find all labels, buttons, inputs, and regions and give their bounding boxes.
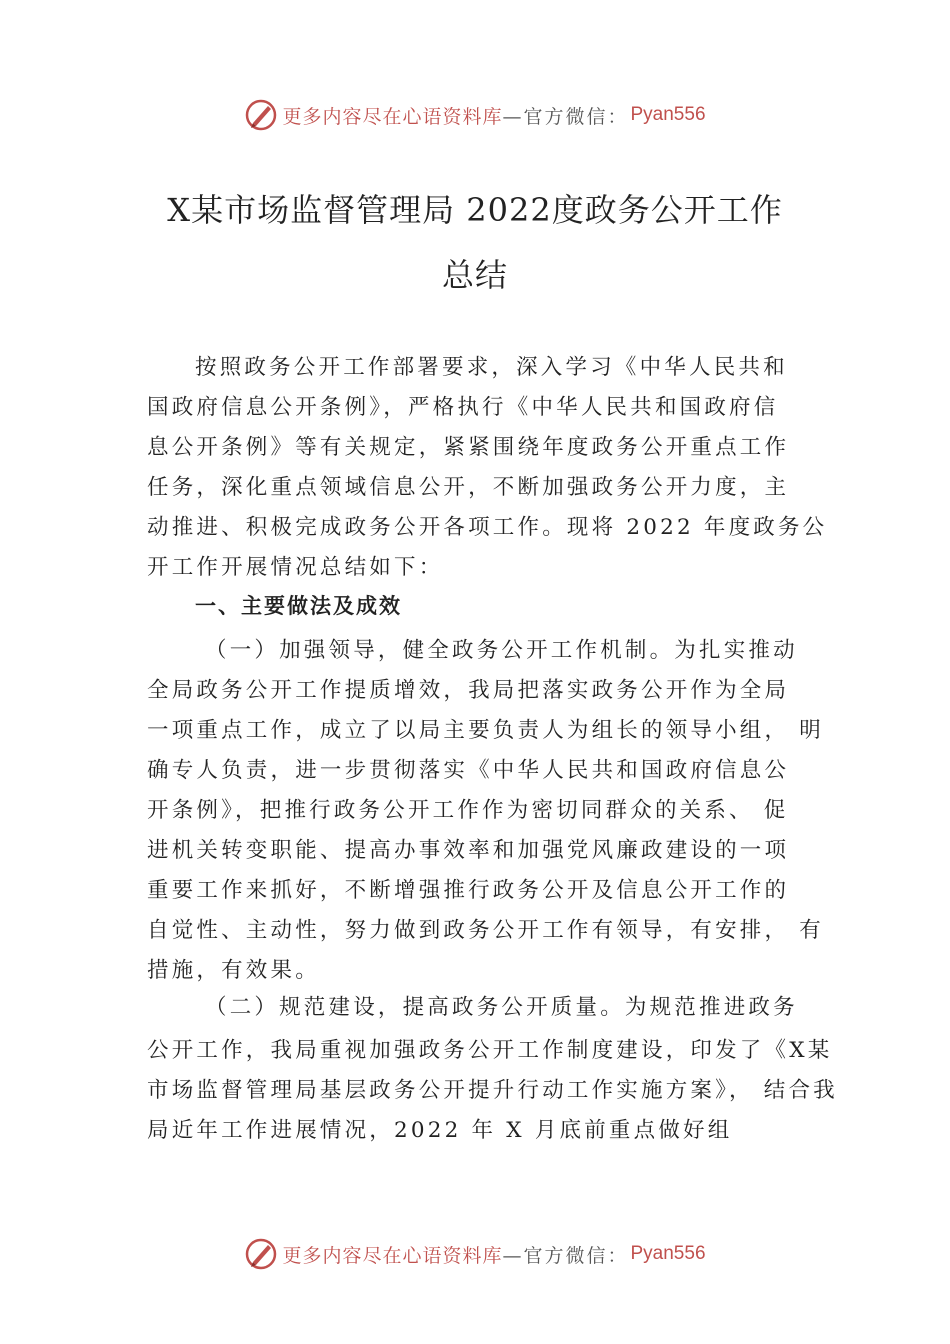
para1-line: 一项重点工作，成立了以局主要负责人为组长的领导小组， 明	[147, 718, 824, 743]
banner-wechat-label: —官方微信：	[502, 1244, 629, 1267]
intro-line: 动推进、积极完成政务公开各项工作。现将 2022 年度政务公	[147, 515, 828, 540]
para2-line: 市场监督管理局基层政务公开提升行动工作实施方案》， 结合我	[147, 1078, 838, 1103]
intro-line: 按照政务公开工作部署要求，深入学习《中华人民共和	[195, 355, 788, 380]
banner-wechat-id: Pyan556	[630, 104, 706, 125]
header-banner	[0, 95, 950, 135]
para1-line: 全局政务公开工作提质增效，我局把落实政务公开作为全局	[147, 678, 790, 703]
para1-line: 进机关转变职能、提高办事效率和加强党风廉政建设的一项	[147, 838, 790, 863]
para2-line: 局近年工作进展情况，2022 年 X 月底前重点做好组	[147, 1118, 733, 1143]
pen-logo-icon	[244, 1237, 278, 1271]
document-title-line2: 总结	[441, 256, 508, 294]
section-heading: 一、主要做法及成效	[195, 594, 402, 618]
intro-line: 息公开条例》等有关规定，紧紧围绕年度政务公开重点工作	[147, 435, 790, 460]
para1-line: 重要工作来抓好，不断增强推行政务公开及信息公开工作的	[147, 878, 790, 903]
para1-line: （一）加强领导，健全政务公开工作机制。为扎实推动	[205, 638, 798, 663]
banner-wechat-label: —官方微信：	[502, 105, 629, 128]
para2-line: （二）规范建设，提高政务公开质量。为规范推进政务	[205, 995, 798, 1020]
document-title: X某市场监督管理局 2022度政务公开工作	[167, 191, 783, 229]
para2-line: 公开工作，我局重视加强政务公开工作制度建设，印发了《X某	[147, 1038, 833, 1063]
para1-line: 措施，有效果。	[147, 958, 320, 983]
pen-logo-icon	[244, 98, 278, 132]
para1-line: 确专人负责，进一步贯彻落实《中华人民共和国政府信息公	[147, 758, 790, 783]
banner-text: 更多内容尽在心语资料库	[282, 105, 503, 128]
para1-line: 自觉性、主动性，努力做到政务公开工作有领导，有安排， 有	[147, 918, 824, 943]
banner-wechat-id: Pyan556	[630, 1243, 706, 1264]
intro-line: 任务，深化重点领域信息公开，不断加强政务公开力度，主	[147, 475, 790, 500]
footer-banner	[0, 1234, 950, 1274]
intro-line: 开工作开展情况总结如下：	[147, 555, 444, 580]
para1-line: 开条例》，把推行政务公开工作作为密切同群众的关系、 促	[147, 798, 789, 823]
intro-line: 国政府信息公开条例》，严格执行《中华人民共和国政府信	[147, 395, 779, 420]
banner-text: 更多内容尽在心语资料库	[282, 1244, 503, 1267]
